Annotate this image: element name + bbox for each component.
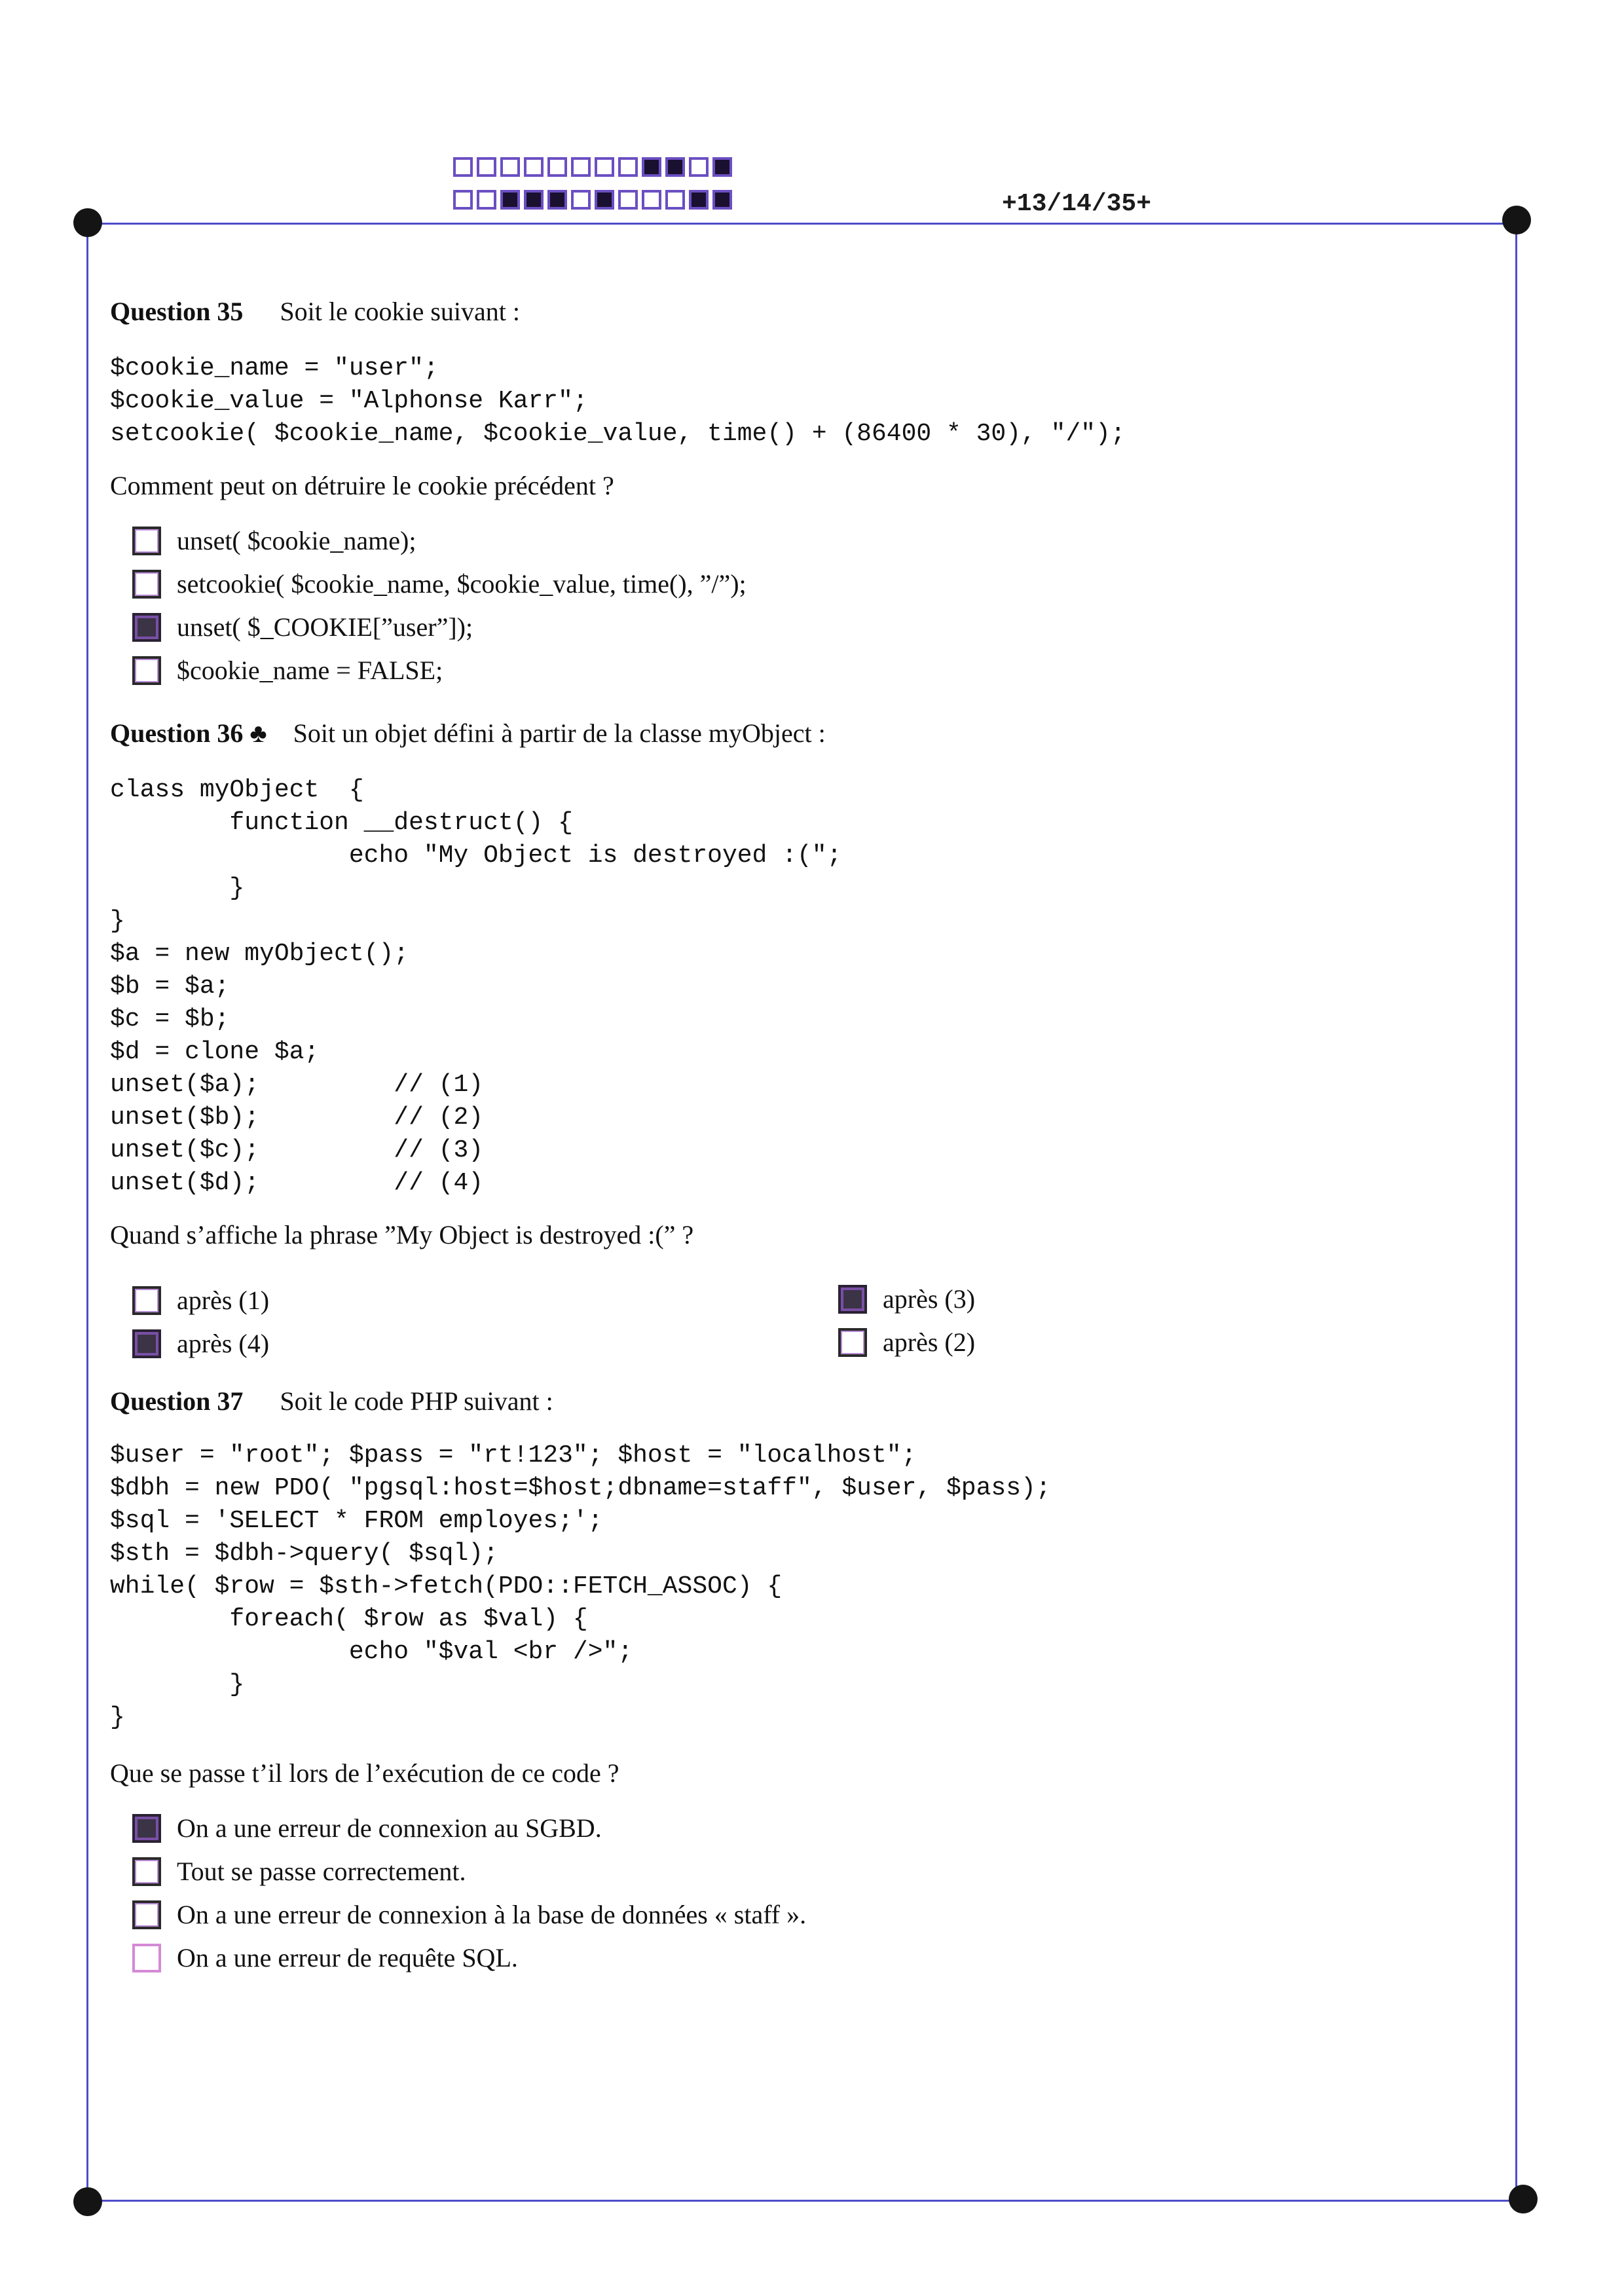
id-box [571,157,591,177]
answer-label: On a une erreur de connexion au SGBD. [177,1813,602,1843]
answer-label: après (2) [883,1327,976,1357]
answer-option[interactable] [132,1813,602,1843]
corner-mark-bottom-left [73,2187,102,2216]
id-box [453,190,473,210]
question-37-code: $user = "root"; $pass = "rt!123"; $host = "localhost"; $dbh = new PDO( "pgsql:host=$host;dbname=staff", $user, $pass); $sql = 'SELECT * FROM employes;'; $sth = $dbh->query( $sql); while( $row = $sth->fetch(PDO::FETCH_ASSOC) { foreach( $row as $val) { echo "$val <br />"; } } [110,1441,1051,1731]
question-title: Soit le code PHP suivant : [280,1386,553,1416]
frame-bottom-line [86,2200,1517,2202]
answer-option[interactable] [132,612,473,642]
answer-option[interactable] [838,1327,975,1358]
answer-label: après (3) [883,1284,976,1314]
id-box-filled [665,157,685,177]
checkbox[interactable] [132,1900,161,1929]
checkbox-checked[interactable] [838,1285,867,1314]
answer-option[interactable] [132,1285,269,1316]
corner-mark-bottom-right [1509,2185,1538,2213]
id-box-filled [595,190,614,210]
id-box-row-1 [453,157,732,177]
answer-label: setcookie( $cookie_name, $cookie_value, time(), ”/”); [177,569,747,599]
checkbox[interactable] [132,1944,161,1972]
answer-label: On a une erreur de requête SQL. [177,1943,518,1972]
question-35-prompt: Comment peut on détruire le cookie précédent ? [110,471,614,500]
question-title: Soit un objet défini à partir de la classe myObject : [293,718,826,748]
id-box-filled [500,190,520,210]
answer-option[interactable] [132,655,443,686]
question-number: Question 35 [110,297,244,326]
corner-mark-top-right [1502,206,1531,234]
id-box-row-2 [453,190,732,210]
id-box [500,157,520,177]
id-box-filled [524,190,544,210]
id-box [477,157,496,177]
corner-mark-top-left [73,208,102,237]
id-box [618,157,638,177]
question-36-code: class myObject { function __destruct() { echo "My Object is destroyed :("; } } $a = new myObject(); $b = $a; $c = $b; $d = clone $a; unset($a); // (1) unset($b); // (2) unset($c); // (3) unset($d); // (4) [110,776,842,1197]
answer-label: Tout se passe correctement. [177,1857,466,1886]
answer-label: unset( $_COOKIE[”user”]); [177,612,473,642]
question-35-header [110,296,520,327]
answer-option[interactable] [132,1856,466,1887]
answer-option[interactable] [838,1284,975,1314]
checkbox[interactable] [132,1286,161,1315]
checkbox-checked[interactable] [132,1329,161,1358]
answer-label: unset( $cookie_name); [177,526,416,555]
question-36-header [110,718,826,749]
checkbox-checked[interactable] [132,613,161,642]
id-box [571,190,591,210]
id-box [547,157,567,177]
id-box-filled [689,190,709,210]
answer-option[interactable] [132,568,747,599]
answer-label: après (4) [177,1329,270,1358]
answer-label: après (1) [177,1286,270,1315]
question-37-header [110,1386,553,1416]
id-box-filled [712,190,732,210]
question-number: Question 37 [110,1386,244,1416]
id-box-filled [547,190,567,210]
frame-right-line [1515,223,1517,2202]
frame-top-line [86,223,1517,225]
id-box [477,190,496,210]
club-icon: ♣ [249,718,267,748]
id-box [642,190,661,210]
checkbox[interactable] [132,570,161,599]
checkbox-checked[interactable] [132,1814,161,1843]
answer-option[interactable] [132,1328,269,1359]
id-box [618,190,638,210]
id-box [524,157,544,177]
checkbox[interactable] [132,1857,161,1886]
question-37-prompt: Que se passe t’il lors de l’exécution de ce code ? [110,1758,619,1788]
question-35-code: $cookie_name = "user"; $cookie_value = "Alphonse Karr"; setcookie( $cookie_name, $cookie_value, time() + (86400 * 30), "/"); [110,354,1126,448]
id-box-filled [642,157,661,177]
checkbox[interactable] [838,1328,867,1357]
id-box [689,157,709,177]
question-title: Soit le cookie suivant : [280,297,520,326]
checkbox[interactable] [132,527,161,555]
id-box [595,157,614,177]
answer-label: $cookie_name = FALSE; [177,656,443,685]
answer-option[interactable] [132,525,416,556]
id-box-filled [712,157,732,177]
answer-option[interactable] [132,1899,806,1930]
answer-label: On a une erreur de connexion à la base de données « staff ». [177,1900,807,1929]
id-box [453,157,473,177]
checkbox[interactable] [132,656,161,685]
question-36-prompt: Quand s’affiche la phrase ”My Object is destroyed :(” ? [110,1220,694,1250]
question-number: Question 36 [110,718,244,748]
id-box [665,190,685,210]
frame-left-line [86,223,88,2202]
answer-option[interactable] [132,1942,518,1973]
page-id: +13/14/35+ [1002,190,1152,218]
